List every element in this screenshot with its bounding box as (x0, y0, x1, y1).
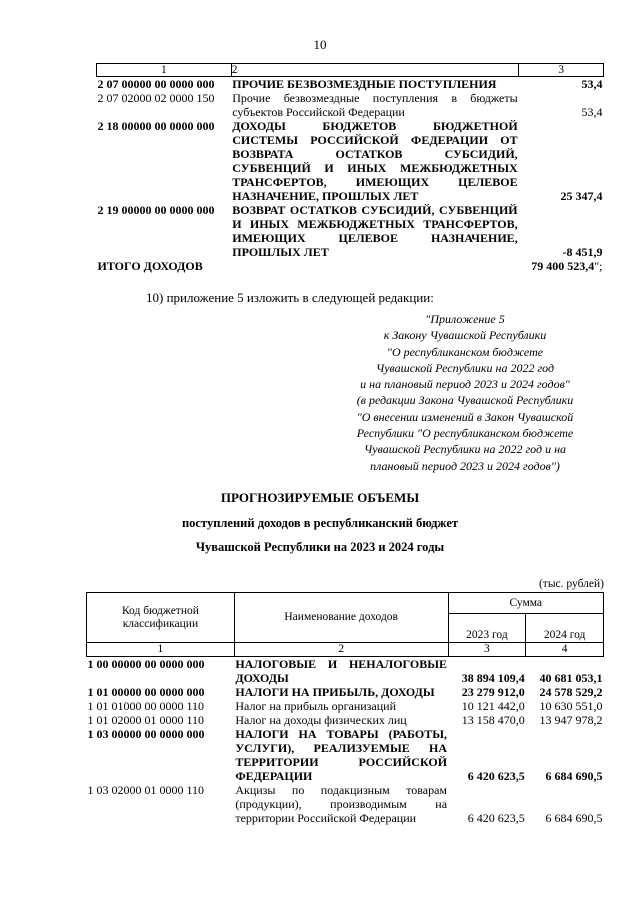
table-row (87, 783, 604, 825)
appendix-note-line: Чувашской Республики на 2022 год и на (363, 442, 567, 457)
row-name: Акцизы по подакцизным товарам (продукции), производимым на территории Российской Федерации (235, 783, 448, 825)
row-2023: 6 420 623,5 (467, 769, 525, 783)
row-name: Прочие безвозмездные поступления в бюджеты субъектов Российской Федерации (232, 91, 518, 119)
row-name: НАЛОГИ НА ТОВАРЫ (РАБОТЫ, УСЛУГИ), РЕАЛИЗУЕМЫЕ НА ТЕРРИТОРИИ РОССИЙСКОЙ ФЕДЕРАЦИИ (235, 727, 448, 783)
total-value: 79 400 523,4 (531, 259, 595, 273)
header-2024: 2024 год (526, 614, 604, 643)
appendix-note-line: (в редакции Закона Чувашской Республики (356, 393, 574, 408)
column-number-2: 2 (231, 64, 518, 77)
column-number-1: 1 (87, 643, 235, 657)
row-2024: 10 630 551,0 (539, 699, 603, 713)
amendment-intro: 10) приложение 5 изложить в следующей редакции: (146, 290, 434, 305)
total-value-cell (519, 259, 604, 273)
total-label: ИТОГО ДОХОДОВ (97, 259, 203, 273)
row-code: 1 01 00000 00 0000 000 (87, 685, 205, 699)
document-subtitle-2: Чувашской Республики на 2023 и 2024 годы (195, 540, 445, 554)
appendix-note-line: Республики "О республиканском бюджете (356, 426, 574, 441)
column-number-3: 3 (448, 643, 526, 657)
row-code: 1 03 00000 00 0000 000 (87, 727, 205, 741)
row-2023: 10 121 442,0 (461, 699, 525, 713)
row-code: 1 01 02000 01 0000 110 (87, 713, 205, 727)
table-row (97, 119, 604, 203)
document-subtitle: поступлений доходов в республиканский бюджет (181, 516, 459, 530)
document-title: ПРОГНОЗИРУЕМЫЕ ОБЪЕМЫ (220, 490, 420, 505)
table-row (87, 685, 604, 699)
header-sum: Сумма (448, 593, 603, 614)
row-code: 1 00 00000 00 0000 000 (87, 657, 205, 671)
row-2024: 13 947 978,2 (539, 713, 603, 727)
table-row (87, 713, 604, 727)
header-code: Код бюджетной классификации (87, 593, 235, 643)
page-number: 10 (313, 37, 327, 52)
row-name: Налог на доходы физических лиц (235, 713, 407, 727)
row-name: ВОЗВРАТ ОСТАТКОВ СУБСИДИЙ, СУБВЕНЦИЙ И ИНЫХ МЕЖБЮДЖЕТНЫХ ТРАНСФЕРТОВ, ИМЕЮЩИХ ЦЕЛЕВОЕ НАЗНАЧЕНИЕ, ПРОШЛЫХ ЛЕТ (232, 203, 518, 259)
appendix-note-line: плановый период 2023 и 2024 годов") (370, 458, 560, 473)
row-code: 1 03 02000 01 0000 110 (87, 783, 205, 797)
row-2023: 38 894 109,4 (461, 671, 525, 685)
appendix-note-line: "Приложение 5 (425, 312, 505, 326)
row-code: 2 18 00000 00 0000 000 (97, 119, 215, 133)
column-number-4: 4 (526, 643, 604, 657)
row-code: 1 01 01000 00 0000 110 (87, 699, 205, 713)
table-row (97, 77, 604, 92)
row-sum: 53,4 (581, 105, 603, 119)
total-suffix: "; (594, 259, 603, 273)
table-header-row (97, 64, 604, 77)
table-number-row (87, 643, 604, 657)
row-2024: 6 684 690,5 (545, 769, 603, 783)
row-code: 2 19 00000 00 0000 000 (97, 203, 215, 217)
table-header-row (87, 593, 604, 614)
row-name: НАЛОГИ НА ПРИБЫЛЬ, ДОХОДЫ (235, 685, 435, 699)
appendix-note-line: "О республиканском бюджете (386, 344, 544, 359)
row-name: Налог на прибыль организаций (235, 699, 396, 713)
row-name: ПРОЧИЕ БЕЗВОЗМЕЗДНЫЕ ПОСТУПЛЕНИЯ (232, 77, 497, 91)
row-2024: 6 684 690,5 (545, 811, 603, 825)
row-code: 2 07 02000 02 0000 150 (97, 91, 215, 105)
column-number-2: 2 (234, 643, 448, 657)
row-sum: -8 451,9 (562, 245, 603, 259)
column-number-1: 1 (97, 64, 232, 77)
table-row (97, 203, 604, 259)
header-name: Наименование доходов (234, 593, 448, 643)
row-2023: 13 158 470,0 (461, 713, 525, 727)
table-row (87, 727, 604, 783)
row-2024: 40 681 053,1 (539, 671, 603, 685)
row-sum: 25 347,4 (560, 189, 603, 203)
income-table-continued (96, 63, 604, 273)
appendix-note (320, 311, 610, 474)
row-name: НАЛОГОВЫЕ И НЕНАЛОГОВЫЕ ДОХОДЫ (235, 657, 448, 685)
appendix-note-line: Чувашской Республики на 2022 год (375, 360, 555, 375)
row-sum: 53,4 (581, 77, 603, 91)
row-code: 2 07 00000 00 0000 000 (97, 77, 215, 91)
row-2024: 24 578 529,2 (539, 685, 603, 699)
appendix-note-line: к Закону Чувашской Республики (383, 328, 547, 343)
row-2023: 23 279 912,0 (461, 685, 525, 699)
appendix-note-line: и на плановый период 2023 и 2024 годов" (360, 377, 570, 392)
table-row (87, 699, 604, 713)
total-row (97, 259, 604, 273)
appendix-note-line: "О внесении изменений в Закон Чувашской (356, 409, 574, 424)
row-name: ДОХОДЫ БЮДЖЕТОВ БЮДЖЕТНОЙ СИСТЕМЫ РОССИЙСКОЙ ФЕДЕРАЦИИ ОТ ВОЗВРАТА ОСТАТКОВ СУБСИДИЙ, СУБВЕНЦИЙ И ИНЫХ МЕЖБЮДЖЕТНЫХ ТРАНСФЕРТОВ, ИМЕЮЩИХ ЦЕЛЕВОЕ НАЗНАЧЕНИЕ, ПРОШЛЫХ ЛЕТ (232, 119, 518, 203)
column-number-3: 3 (519, 64, 604, 77)
table-row (97, 91, 604, 119)
table-row (87, 657, 604, 686)
header-2023: 2023 год (448, 614, 526, 643)
forecast-income-table (86, 592, 604, 825)
row-2023: 6 420 623,5 (467, 811, 525, 825)
unit-label: (тыс. рублей) (538, 578, 604, 590)
